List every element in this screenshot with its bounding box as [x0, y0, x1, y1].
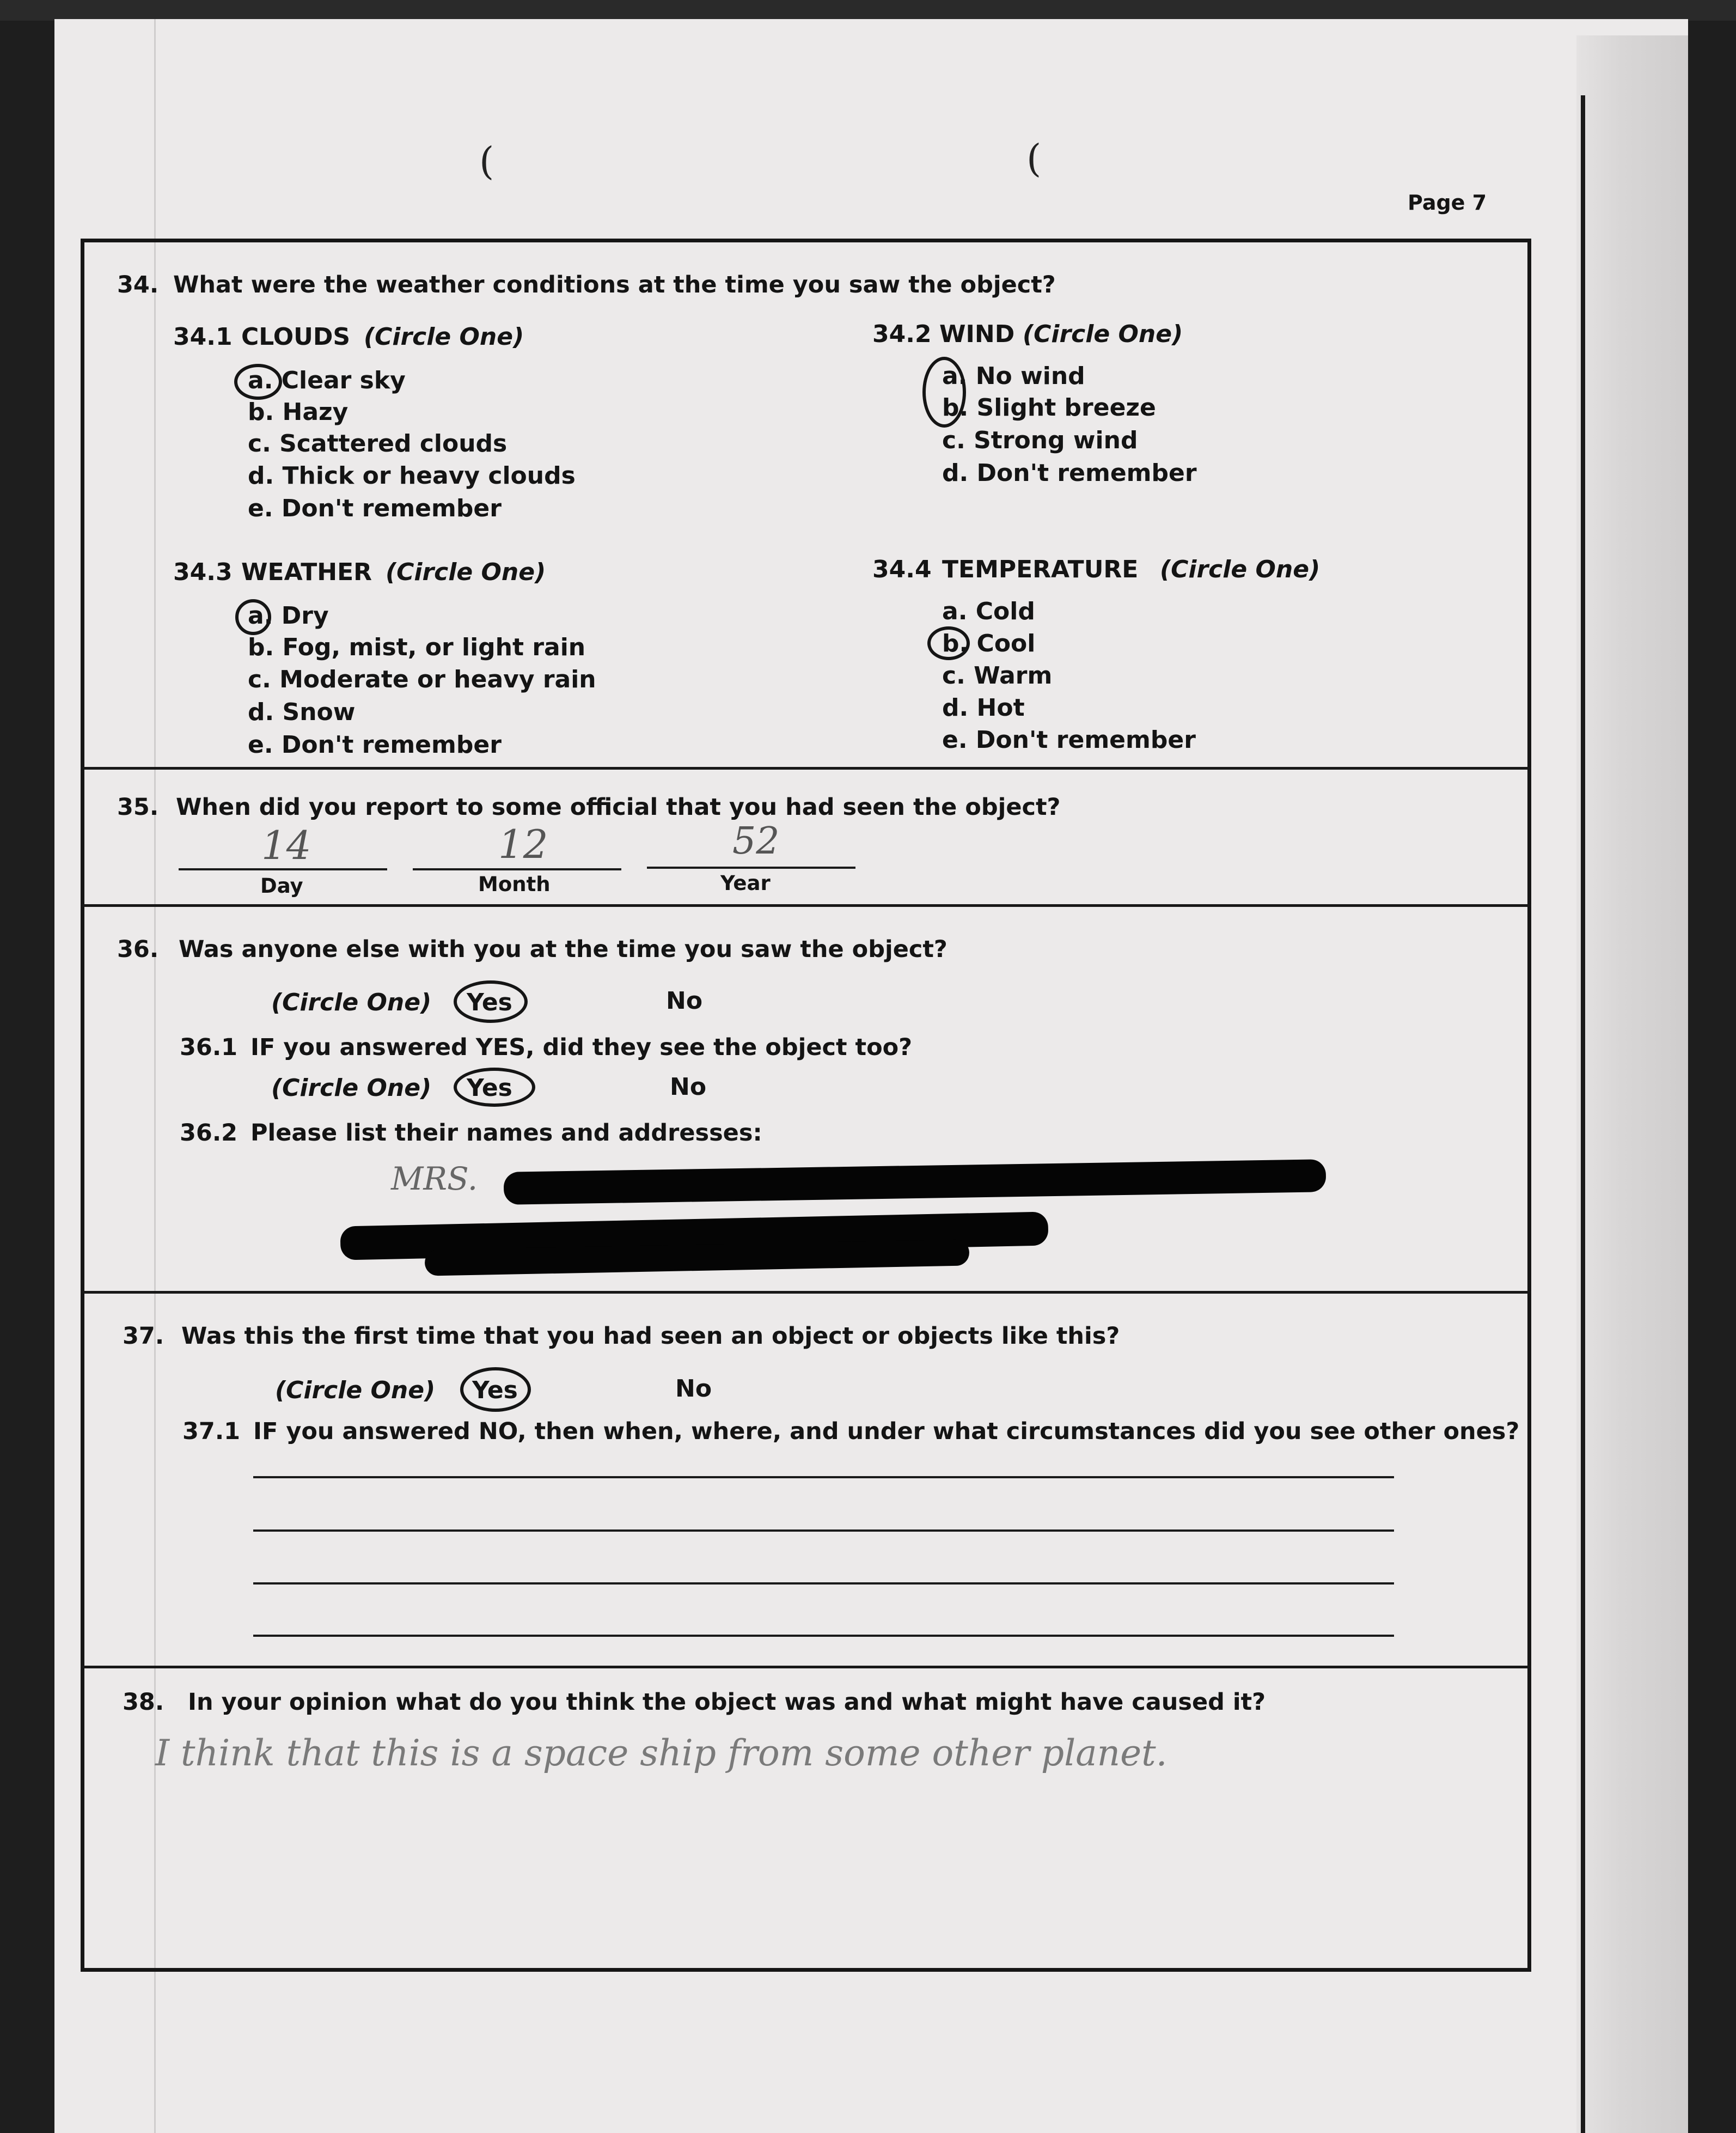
q36-yes[interactable]: Yes [467, 989, 512, 1016]
q34-1-note: (Circle One) [364, 323, 524, 351]
q37-answer-line-3 [253, 1582, 1394, 1584]
q37-circle-one: (Circle One) [275, 1376, 436, 1404]
divider-37-38 [81, 1666, 1531, 1668]
q36-no[interactable]: No [666, 987, 703, 1015]
day-line [179, 868, 387, 870]
clouds-option-c[interactable]: c. Scattered clouds [248, 430, 508, 458]
q36-number: 36. [117, 936, 159, 963]
q37-no[interactable]: No [675, 1375, 712, 1403]
fold-line [1581, 95, 1585, 2133]
q37-yes-circle [460, 1367, 531, 1412]
q34-3-note: (Circle One) [386, 558, 546, 586]
q36-circle-one: (Circle One) [271, 989, 432, 1016]
page-number: Page 7 [1408, 191, 1487, 215]
clouds-selected-circle [234, 364, 282, 400]
temperature-option-b[interactable]: b. Cool [942, 630, 1036, 657]
temperature-option-d[interactable]: d. Hot [942, 694, 1025, 722]
punch-mark-right: ( [1026, 136, 1042, 181]
q37-answer-line-4 [253, 1635, 1394, 1637]
q34-1-number: 34.1 [173, 323, 233, 351]
q34-2-title: WIND [939, 320, 1015, 348]
q34-2-number: 34.2 [872, 320, 932, 348]
report-day-value: 14 [261, 822, 311, 868]
q36-1-yes-circle [454, 1068, 535, 1107]
q36-question: Was anyone else with you at the time you saw the object? [179, 936, 948, 963]
clouds-option-b[interactable]: b. Hazy [248, 398, 349, 426]
q36-1-yes[interactable]: Yes [467, 1074, 512, 1102]
q37-answer-line-2 [253, 1529, 1394, 1532]
q34-4-note: (Circle One) [1160, 556, 1321, 583]
q38-handwritten-answer: I think that this is a space ship from some other planet. [155, 1732, 1167, 1774]
q37-number: 37. [123, 1323, 164, 1350]
q36-1-number: 36.1 [180, 1034, 238, 1061]
temperature-option-e[interactable]: e. Don't remember [942, 726, 1196, 754]
q37-question: Was this the first time that you had seen an object or objects like this? [181, 1323, 1120, 1350]
weather-selected-circle [235, 599, 271, 635]
divider-34-35 [81, 767, 1531, 770]
q34-4-number: 34.4 [872, 556, 932, 583]
divider-36-37 [81, 1291, 1531, 1294]
q36-2-question: Please list their names and addresses: [250, 1119, 762, 1147]
wind-option-c[interactable]: c. Strong wind [942, 426, 1138, 454]
q36-1-no[interactable]: No [670, 1073, 707, 1101]
clouds-option-e[interactable]: e. Don't remember [248, 495, 502, 522]
scan-top-edge [0, 0, 1736, 21]
q36-1-question: IF you answered YES, did they see the object too? [250, 1034, 913, 1061]
q34-3-title: WEATHER [241, 558, 372, 586]
wind-option-a[interactable]: a. No wind [942, 362, 1085, 390]
clouds-option-d[interactable]: d. Thick or heavy clouds [248, 462, 576, 490]
weather-option-d[interactable]: d. Snow [248, 698, 356, 726]
q37-yes[interactable]: Yes [472, 1376, 518, 1404]
q35-question: When did you report to some official that you had seen the object? [176, 794, 1061, 821]
q34-2-note: (Circle One) [1023, 320, 1183, 348]
temperature-option-a[interactable]: a. Cold [942, 598, 1035, 625]
q37-1-number: 37.1 [182, 1418, 241, 1445]
report-month-value: 12 [498, 821, 548, 867]
divider-35-36 [81, 904, 1531, 907]
q36-2-number: 36.2 [180, 1119, 238, 1147]
q35-number: 35. [117, 794, 159, 821]
q34-4-title: TEMPERATURE [942, 556, 1139, 583]
temperature-selected-circle [927, 626, 970, 660]
weather-option-a[interactable]: a. Dry [248, 602, 329, 630]
q34-number: 34. [117, 271, 159, 298]
q34-question: What were the weather conditions at the time you saw the object? [173, 271, 1056, 298]
q34-1-title: CLOUDS [241, 323, 351, 351]
q38-question: In your opinion what do you think the object was and what might have caused it? [188, 1689, 1266, 1716]
q37-answer-line-1 [253, 1476, 1394, 1478]
weather-option-b[interactable]: b. Fog, mist, or light rain [248, 633, 586, 661]
punch-mark-left: ( [479, 139, 494, 184]
handwritten-name-prefix: MRS. [391, 1160, 478, 1197]
report-year-value: 52 [732, 820, 780, 863]
temperature-option-c[interactable]: c. Warm [942, 662, 1053, 690]
q36-1-circle-one: (Circle One) [271, 1074, 432, 1102]
month-line [413, 868, 621, 870]
q36-yes-circle [454, 980, 528, 1023]
wind-selected-circle [922, 357, 966, 428]
year-label: Year [720, 872, 771, 895]
day-label: Day [260, 874, 303, 898]
wind-option-d[interactable]: d. Don't remember [942, 459, 1197, 487]
q37-1-question: IF you answered NO, then when, where, and under what circumstances did you see other ones? [253, 1418, 1520, 1445]
month-label: Month [478, 873, 551, 896]
wind-option-b[interactable]: b. Slight breeze [942, 394, 1156, 422]
q34-3-number: 34.3 [173, 558, 233, 586]
year-line [647, 867, 855, 869]
q38-number: 38. [123, 1689, 164, 1716]
clouds-option-a[interactable]: a. Clear sky [248, 367, 406, 394]
weather-option-e[interactable]: e. Don't remember [248, 731, 502, 759]
weather-option-c[interactable]: c. Moderate or heavy rain [248, 666, 596, 693]
paper-underlay-edge [1576, 35, 1688, 2133]
